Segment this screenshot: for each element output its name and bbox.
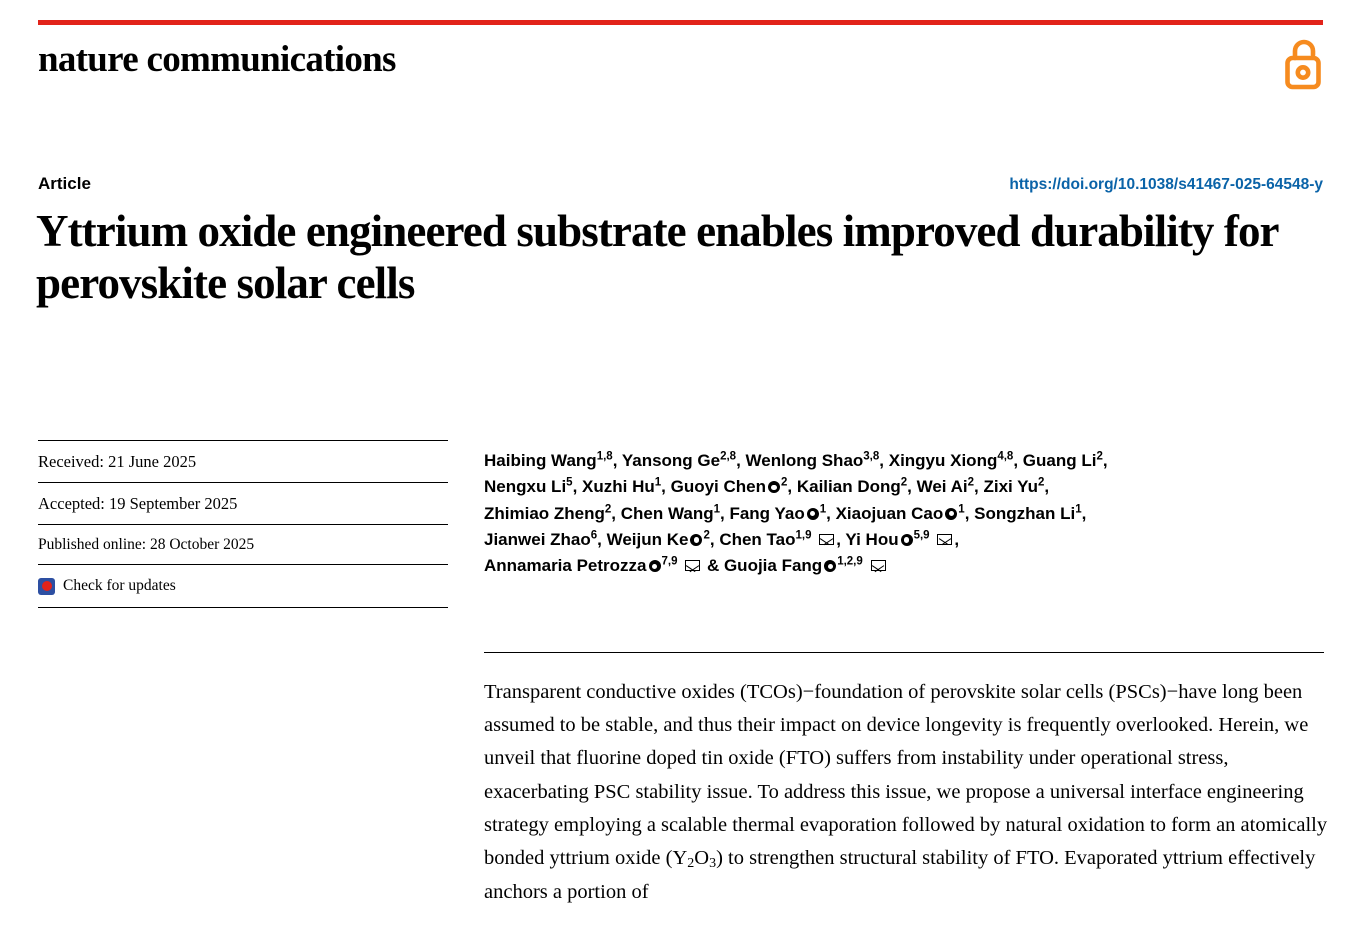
abstract-part-2: O xyxy=(694,847,710,870)
abstract-sub-2: 3 xyxy=(709,856,717,872)
doi-link[interactable]: https://doi.org/10.1038/s41467-025-64548-y xyxy=(1009,176,1323,193)
abstract-part-3: ) to strengthen structural stability of FTO. Evaporated yttrium effectively anchors a portion of xyxy=(484,847,1316,903)
author-line-3: Zhimiao Zheng$^2$, Chen Wang$^1$, Fang Yao $^1$, Xiaojuan Cao $^1$, Songzhan Li$^1$, xyxy=(484,503,1087,523)
author-line-2: Nengxu Li$^5$, Xuzhi Hu$^1$, Guoyi Chen $^2$, Kailian Dong$^2$, Wei Ai$^2$, Zixi Yu$^2$, xyxy=(484,476,1050,497)
email-icon[interactable] xyxy=(685,560,700,571)
brand-top-rule xyxy=(38,20,1323,25)
author-line-4: Jianwei Zhao$^6$, Weijun Ke $^2$, Chen Tao$^{1,9}$ , Yi Hou $^{5,9}$ , xyxy=(484,529,960,550)
published-date: Published online: 28 October 2025 xyxy=(38,536,255,553)
accepted-date: Accepted: 19 September 2025 xyxy=(38,494,238,513)
orcid-icon[interactable] xyxy=(901,534,913,546)
divider-4 xyxy=(38,607,448,608)
crossmark-icon xyxy=(38,578,55,595)
orcid-icon[interactable] xyxy=(690,534,702,546)
publication-dates-column xyxy=(38,440,448,608)
received-date: Received: 21 June 2025 xyxy=(38,452,197,471)
article-type-label: Article xyxy=(38,174,91,193)
author-line-1: Haibing Wang$^{1,8}$, Yansong Ge$^{2,8}$, Wenlong Shao$^{3,8}$, Xingyu Xiong$^{4,8}$, Guang Li$^2$, xyxy=(484,450,1108,470)
orcid-icon[interactable] xyxy=(807,508,819,520)
open-access-icon xyxy=(1285,38,1323,90)
orcid-icon[interactable] xyxy=(945,508,957,520)
check-for-updates[interactable] xyxy=(38,565,448,607)
email-icon[interactable] xyxy=(819,534,834,545)
abstract-text xyxy=(484,676,1329,909)
email-icon[interactable] xyxy=(871,560,886,571)
email-icon[interactable] xyxy=(937,534,952,545)
abstract-sub-1: 2 xyxy=(687,856,695,872)
journal-masthead: nature communications xyxy=(38,39,396,80)
orcid-icon[interactable] xyxy=(649,560,661,572)
orcid-icon[interactable] xyxy=(824,560,836,572)
author-list xyxy=(484,448,1324,580)
check-for-updates-label: Check for updates xyxy=(63,577,176,594)
page-title: Yttrium oxide engineered substrate enables improved durability for perovskite solar cells xyxy=(36,206,1278,309)
abstract-divider xyxy=(484,652,1324,653)
author-line-5: Annamaria Petrozza $^{7,9}$ & Guojia Fang $^{1,2,9}$ xyxy=(484,556,888,575)
abstract-part-1: Transparent conductive oxides (TCOs)−foundation of perovskite solar cells (PSCs)−have long been assumed to be stable, and thus their impact on device longevity is frequently overlooked. Herein, we unveil that fluorine doped tin oxide (FTO) suffers from instability under operational stress, exacerbating PSC stability issue. To address this issue, we propose a universal interface engineering strategy employing a scalable thermal evaporation followed by natural oxidation to form an atomically bonded yttrium oxide (Y xyxy=(484,681,1328,870)
orcid-icon[interactable] xyxy=(768,481,780,493)
